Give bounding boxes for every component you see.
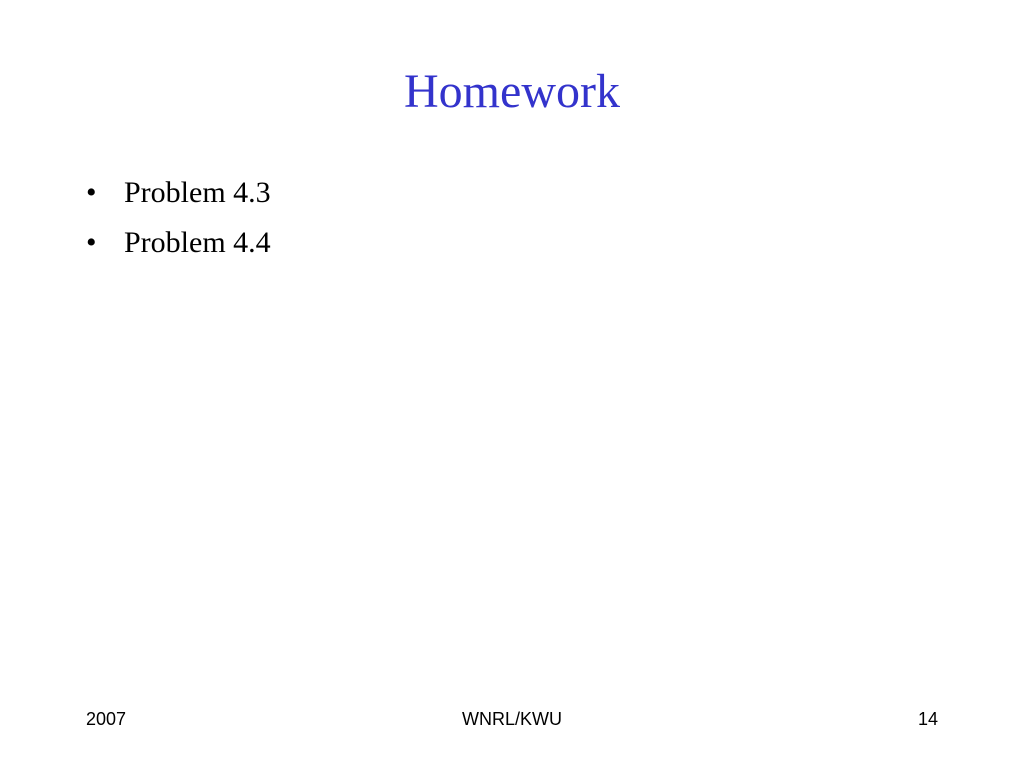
list-item: [86, 168, 271, 218]
list-item: [86, 218, 271, 268]
footer-slide-number: 14: [917, 709, 938, 729]
bullet-list: [86, 168, 271, 268]
bullet-icon: •: [86, 226, 97, 259]
bullet-text: Problem 4.3: [124, 176, 271, 209]
footer-organization: WNRL/KWU: [462, 709, 562, 729]
bullet-text: Problem 4.4: [124, 226, 271, 259]
bullet-icon: •: [86, 176, 97, 209]
footer-date: 2007: [86, 709, 127, 729]
slide-title: Homework: [404, 65, 620, 118]
